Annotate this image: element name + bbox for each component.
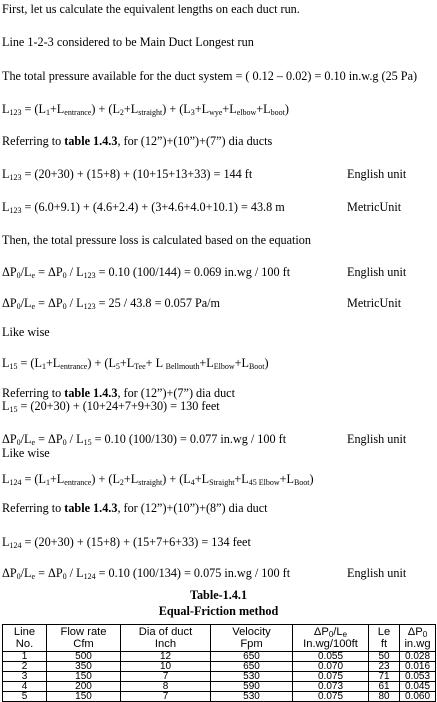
table-cell: 10: [121, 662, 211, 672]
table-cell: 0.060: [400, 692, 436, 702]
unit-label: MetricUnit: [347, 296, 402, 310]
equal-friction-table: [2, 624, 436, 702]
table-cell: 5: [3, 692, 47, 702]
likewise-text: Like wise: [2, 325, 50, 339]
table-cell: 0.070: [293, 662, 369, 672]
table-cell: 3: [3, 672, 47, 682]
table-cell: 530: [211, 672, 293, 682]
table-cell: 0.028: [400, 652, 436, 662]
calc-l123-english: $L_{123} = (20+30) + (15+8) + (10+15+13+33) = 144$ ft: [2, 167, 253, 182]
table-cell: 500: [47, 652, 121, 662]
pressure-loss-english-2: $\Delta P_0/L_e = \Delta P_0 / L_{15} = 0.10$ (100/130) = 0.077 in.wg / 100 ft: [2, 432, 287, 447]
table-cell: 61: [369, 682, 400, 692]
table-row: [3, 662, 436, 672]
table-cell: 0.075: [293, 692, 369, 702]
table-cell: 71: [369, 672, 400, 682]
table-row: [3, 652, 436, 662]
pressure-loss-english-1: $\Delta P_0/L_e = \Delta P_0 / L_{123} = 0.10$ (100/144) = 0.069 in.wg / 100 ft: [2, 265, 291, 280]
unit-label: English unit: [347, 566, 407, 580]
table-cell: 0.016: [400, 662, 436, 672]
main-duct-text: Line 1-2-3 considered to be Main Duct Longest run: [2, 35, 254, 49]
table-cell: 0.075: [293, 672, 369, 682]
table-cell: 1: [3, 652, 47, 662]
pressure-loss-english-3: $\Delta P_0/L_e = \Delta P_0 / L_{124} = 0.10$ (100/134) = 0.075 in.wg / 100 ft: [2, 566, 291, 581]
table-cell: 7: [121, 692, 211, 702]
table-cell: 12: [121, 652, 211, 662]
equation-l123: $L_{123} = (L_1+L_{entrance}) + (L_2+L_{straight}) + (L_3+L_{wye}+L_{elbow}+L_{boot})$: [2, 102, 289, 117]
column-header: Le ft: [369, 625, 400, 652]
table-cell: 0.073: [293, 682, 369, 692]
column-header: Dia of duct Inch: [121, 625, 211, 652]
table-row: [3, 672, 436, 682]
table-cell: 23: [369, 662, 400, 672]
calc-l123-metric: $L_{123} = (6.0+9.1) + (4.6+2.4) + (3+4.6+4.0+10.1) = 43.8$ m: [2, 200, 285, 215]
table-cell: 50: [369, 652, 400, 662]
table-cell: 530: [211, 692, 293, 702]
table-cell: 0.055: [293, 652, 369, 662]
unit-label: English unit: [347, 167, 407, 181]
table-row: [3, 692, 436, 702]
column-header: Flow rate Cfm: [47, 625, 121, 652]
unit-label: MetricUnit: [347, 200, 402, 214]
table-cell: 80: [369, 692, 400, 702]
unit-label: English unit: [347, 432, 407, 446]
table-cell: 0.045: [400, 682, 436, 692]
then-text: Then, the total pressure loss is calculated based on the equation: [2, 233, 311, 247]
total-pressure-text: The total pressure available for the duct system = ( 0.12 – 0.02) = 0.10 in.w.g (25 Pa): [2, 69, 418, 83]
column-header: $\Delta P_0/L_e$ In.wg/100ft: [293, 625, 369, 652]
calc-l124: $L_{124} = (20+30) + (15+8) + (15+7+6+33) = 134$ feet: [2, 535, 251, 550]
table-cell: 2: [3, 662, 47, 672]
table-cell: 7: [121, 672, 211, 682]
calc-l15: $L_{15} = (20+30) + (10+24+7+9+30) = 130$ feet: [2, 399, 220, 414]
table-cell: 650: [211, 652, 293, 662]
table-subtitle: Equal-Friction method: [158, 604, 279, 618]
unit-label: English unit: [347, 265, 407, 279]
column-header: $\Delta P_0$ in.wg: [400, 625, 436, 652]
column-header: Line No.: [3, 625, 47, 652]
intro-text: First, let us calculate the equivalent lengths on each duct run.: [2, 2, 300, 16]
table-cell: 4: [3, 682, 47, 692]
equation-l15: $L_{15} = (L_1+L_{entrance}) + (L_5+L_{Tee}+ L$ $_{Bellmouth}+L_{Elbow}+L_{Boot}$): [2, 356, 269, 371]
table-cell: 150: [47, 672, 121, 682]
table-cell: 350: [47, 662, 121, 672]
table-reference-1: Referring to table 1.4.3, for (12”)+(10”)+(7”) dia ducts: [2, 134, 273, 148]
table-reference-3: Referring to table 1.4.3, for (12”)+(10”)+(8”) dia duct: [2, 501, 268, 515]
table-reference-2: Referring to table 1.4.3, for (12”)+(7”) dia duct: [2, 386, 235, 400]
table-row: [3, 682, 436, 692]
table-cell: 200: [47, 682, 121, 692]
table-title: Table-1.4.1: [189, 588, 248, 602]
table-header-row: [3, 625, 436, 652]
pressure-loss-metric-1: $\Delta P_0/L_e = \Delta P_0 / L_{123} = 25 / 43.8 = 0.057$ Pa/m: [2, 296, 221, 311]
column-header: Velocity Fpm: [211, 625, 293, 652]
table-cell: 650: [211, 662, 293, 672]
table-cell: 150: [47, 692, 121, 702]
equation-l124: $L_{124} = (L_1+L_{entrance}) + (L_2+L_{straight}) + (L_4+L_{Straight}+L_{45 Elbow}+L_{Boot})$: [2, 472, 314, 487]
table-cell: 0.053: [400, 672, 436, 682]
likewise-text: Like wise: [2, 446, 50, 460]
table-cell: 590: [211, 682, 293, 692]
table-cell: 8: [121, 682, 211, 692]
